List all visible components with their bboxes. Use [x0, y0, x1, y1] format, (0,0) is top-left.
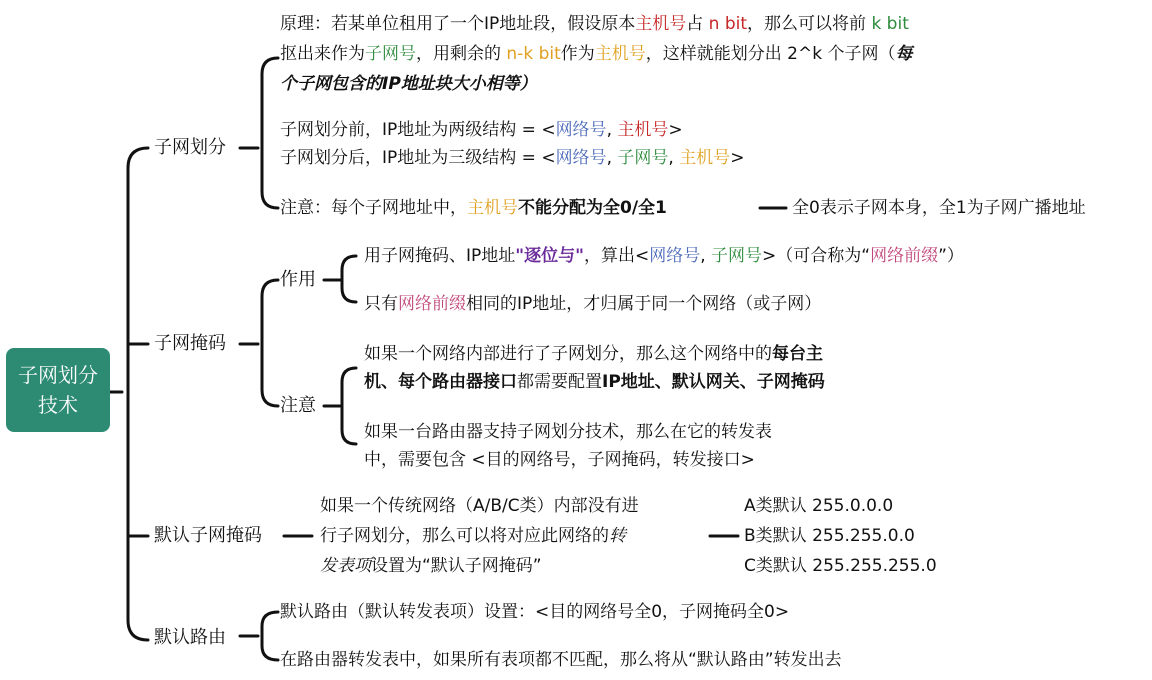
- after-subnetting: [280, 144, 744, 172]
- mask-notes-label: 注意: [280, 395, 316, 416]
- root-node: [6, 348, 110, 432]
- default-route-line2: 在路由器转发表中，如果所有表项都不匹配，那么将从“默认路由”转发出去: [280, 650, 842, 670]
- root-title-line2: 技术: [38, 393, 78, 417]
- host-id-term: 主机号: [594, 44, 646, 64]
- principle-line2: [280, 40, 912, 68]
- text: ，这样就能划分出 2^k 个子网（: [645, 44, 896, 64]
- text: ,: [606, 148, 618, 168]
- text: ,: [668, 148, 680, 168]
- before-subnetting: [280, 116, 683, 144]
- italic-text: 发表项: [320, 556, 371, 576]
- mask-function-label: 作用: [280, 269, 316, 290]
- n-bit-term: n bit: [708, 14, 748, 34]
- bitwise-and-term: "逐位与": [515, 246, 584, 266]
- text: 占: [686, 14, 709, 34]
- text: 原理：若某单位租用了一个IP地址段，假设原本: [280, 14, 636, 34]
- text: 设置为“默认子网掩码”: [371, 556, 542, 576]
- default-mask-desc-line2: [320, 522, 626, 550]
- text: ，用剩余的: [416, 44, 507, 64]
- network-id-term: 网络号: [555, 148, 607, 168]
- branch-default-mask: 默认子网掩码: [154, 525, 262, 546]
- branch-subnetting: 子网划分: [154, 137, 226, 158]
- branch-default-route: 默认路由: [154, 627, 226, 648]
- k-bit-term: k bit: [871, 14, 909, 34]
- branch-subnet-mask: 子网掩码: [154, 333, 226, 354]
- root-title-line1: 子网划分: [18, 363, 98, 387]
- n-k-bit-term: n-k bit: [506, 44, 561, 64]
- default-mask-desc-line1: 如果一个传统网络（A/B/C类）内部没有进: [320, 496, 639, 516]
- text: ，那么可以将前: [747, 14, 872, 34]
- class-b-default: B类默认 255.255.0.0: [744, 526, 915, 546]
- mask-note1-line2: [364, 368, 825, 396]
- principle-line3: 个子网包含的IP地址块大小相等）: [280, 74, 537, 94]
- text: 用子网掩码、IP地址: [364, 246, 516, 266]
- emphasis-text: 每台主: [772, 344, 823, 364]
- text: 行子网划分，那么可以将对应此网络的: [320, 526, 609, 546]
- text: 注意：每个子网地址中，: [280, 198, 467, 218]
- emphasis-text: 不能分配为全0/全1: [518, 198, 667, 218]
- class-c-default: C类默认 255.255.255.0: [744, 556, 937, 576]
- emphasis-text: IP地址、默认网关、子网掩码: [602, 372, 825, 392]
- subnet-id-term: 子网号: [365, 44, 416, 64]
- network-id-term: 网络号: [649, 246, 701, 266]
- mask-note2-line1: 如果一台路由器支持子网划分技术，那么在它的转发表: [364, 422, 772, 442]
- network-prefix-term: 网络前缀: [870, 246, 939, 266]
- default-mask-desc-line3: [320, 552, 542, 580]
- default-route-line1: 默认路由（默认转发表项）设置：<目的网络号全0，子网掩码全0>: [280, 602, 790, 622]
- text: ,: [700, 246, 712, 266]
- text: 抠出来作为: [280, 44, 365, 64]
- text: 子网划分前，IP地址为两级结构 = <: [280, 120, 556, 140]
- mask-function-line2: [364, 290, 821, 318]
- text: 如果一个网络内部进行了子网划分，那么这个网络中的: [364, 344, 772, 364]
- emphasis-text: 每: [895, 44, 913, 64]
- text: 作为: [560, 44, 595, 64]
- mask-function-line1: [364, 242, 964, 270]
- text: >: [668, 120, 683, 140]
- mask-note2-line2: 中，需要包含 <目的网络号，子网掩码，转发接口>: [364, 450, 755, 470]
- network-id-term: 网络号: [555, 120, 607, 140]
- network-prefix-term: 网络前缀: [398, 294, 466, 314]
- subnetting-note-extra: 全0表示子网本身，全1为子网广播地址: [792, 198, 1086, 218]
- italic-text: 转: [609, 526, 626, 546]
- text: ，算出<: [583, 246, 650, 266]
- text: ”）: [938, 246, 964, 266]
- principle-line1: [280, 10, 909, 38]
- host-id-term: 主机号: [635, 14, 687, 34]
- emphasis-text: 机、每个路由器接口: [364, 372, 517, 392]
- subnetting-note: [280, 194, 667, 222]
- text: 子网划分后，IP地址为三级结构 = <: [280, 148, 556, 168]
- text: ,: [606, 120, 618, 140]
- host-id-term: 主机号: [617, 120, 669, 140]
- text: 相同的IP地址，才归属于同一个网络（或子网）: [466, 294, 822, 314]
- subnet-id-term: 子网号: [617, 148, 669, 168]
- subnet-id-term: 子网号: [711, 246, 763, 266]
- host-id-term: 主机号: [467, 198, 518, 218]
- text: >（可合称为“: [762, 246, 871, 266]
- mask-note1-line1: [364, 340, 823, 368]
- text: >: [730, 148, 745, 168]
- host-id-term: 主机号: [679, 148, 731, 168]
- text: 只有: [364, 294, 398, 314]
- class-a-default: A类默认 255.0.0.0: [744, 496, 894, 516]
- text: 都需要配置: [517, 372, 602, 392]
